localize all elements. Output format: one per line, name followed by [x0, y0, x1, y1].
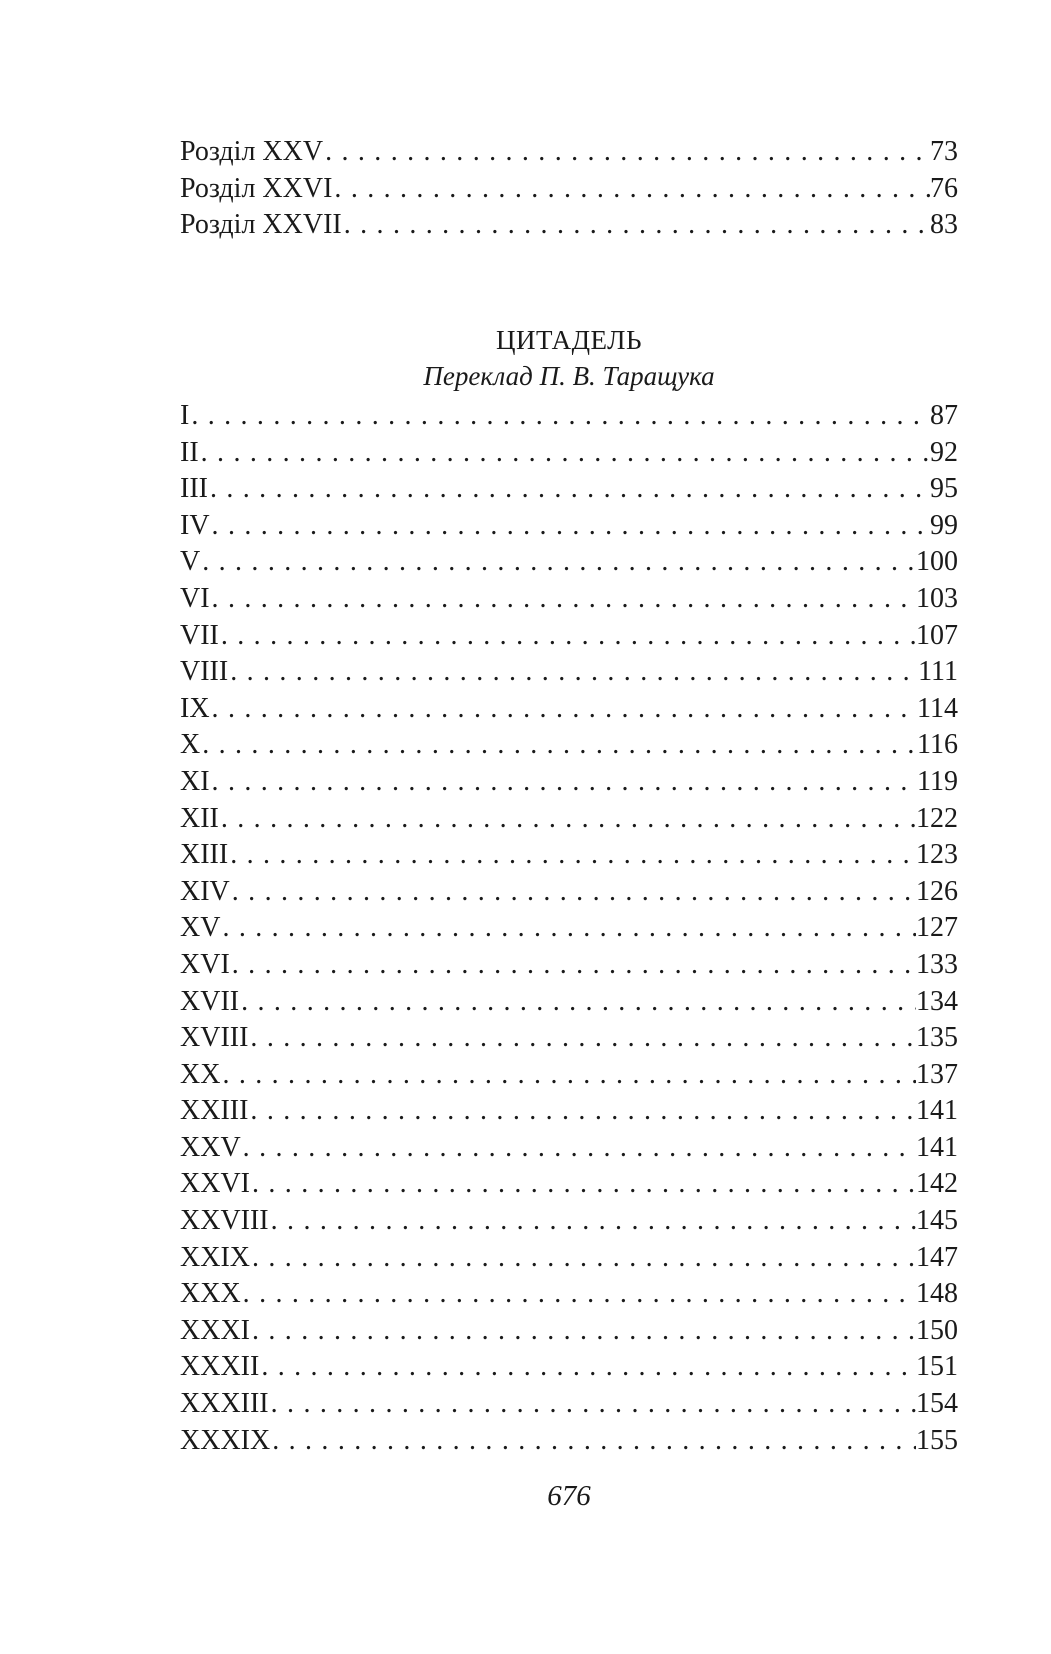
- dot-leader: [248, 1020, 916, 1057]
- toc-previous-section: [180, 134, 958, 244]
- toc-entry: [180, 1276, 958, 1313]
- toc-entry-page: 133: [916, 948, 958, 980]
- toc-entry-label: XXVI: [180, 1168, 250, 1200]
- book-page: [180, 0, 958, 1654]
- dot-leader: [220, 1057, 916, 1094]
- toc-entry: [180, 874, 958, 911]
- dot-leader: [230, 874, 916, 911]
- toc-entry: [180, 764, 958, 801]
- toc-entry-page: 141: [916, 1095, 958, 1127]
- dot-leader: [248, 1093, 916, 1130]
- dot-leader: [230, 947, 916, 984]
- toc-entry: [180, 691, 958, 728]
- toc-entry: [180, 508, 958, 545]
- toc-entry-label: XXVIII: [180, 1205, 269, 1237]
- dot-leader: [259, 1349, 916, 1386]
- toc-entry-label: IX: [180, 692, 210, 724]
- dot-leader: [241, 1276, 916, 1313]
- dot-leader: [323, 134, 930, 171]
- toc-entry-label: XXXI: [180, 1314, 250, 1346]
- toc-entry-label: VI: [180, 582, 210, 614]
- toc-entry-label: Розділ XXV: [180, 136, 324, 167]
- toc-entry: [180, 910, 958, 947]
- toc-entry-label: XXXIII: [180, 1388, 269, 1420]
- dot-leader: [250, 1166, 916, 1203]
- dot-leader: [239, 984, 916, 1021]
- section-title: ЦИТАДЕЛЬ: [495, 325, 642, 355]
- toc-entry-page: 126: [916, 875, 958, 907]
- toc-entry-page: 92: [930, 436, 958, 468]
- dot-leader: [228, 837, 916, 874]
- toc-entry: [180, 1423, 958, 1460]
- toc-entry-page: 141: [916, 1131, 958, 1163]
- dot-leader: [228, 654, 918, 691]
- toc-entry-page: 148: [916, 1278, 958, 1310]
- toc-entry-page: 76: [930, 172, 958, 204]
- toc-entry-page: 122: [916, 802, 958, 834]
- toc-entry-page: 119: [917, 765, 958, 797]
- dot-leader: [219, 801, 916, 838]
- dot-leader: [250, 1240, 916, 1277]
- toc-entry-page: 137: [916, 1058, 958, 1090]
- toc-entry-label: XVII: [180, 985, 240, 1017]
- toc-entry: [180, 654, 958, 691]
- dot-leader: [269, 1203, 916, 1240]
- dot-leader: [210, 691, 917, 728]
- toc-entry-label: XXX: [180, 1278, 241, 1310]
- toc-entry: [180, 435, 958, 472]
- toc-entry-label: III: [180, 473, 208, 505]
- dot-leader: [220, 910, 916, 947]
- toc-entry: [180, 134, 958, 171]
- dot-leader: [250, 1313, 916, 1350]
- toc-entry-page: 83: [930, 209, 958, 241]
- toc-entry-page: 99: [930, 509, 958, 541]
- toc-entry-page: 114: [917, 692, 958, 724]
- toc-entry: [180, 947, 958, 984]
- dot-leader: [241, 1130, 916, 1167]
- toc-entry: [180, 837, 958, 874]
- toc-entry-label: XX: [180, 1058, 221, 1090]
- toc-entry: [180, 984, 958, 1021]
- toc-entry-page: 73: [930, 136, 958, 167]
- toc-entry: [180, 207, 958, 244]
- toc-entry-label: V: [180, 546, 201, 578]
- toc-entry: [180, 544, 958, 581]
- dot-leader: [269, 1386, 916, 1423]
- toc-entry-page: 100: [916, 546, 958, 578]
- toc-entry: [180, 618, 958, 655]
- toc-entry-page: 155: [916, 1424, 958, 1456]
- toc-entry-label: XIII: [180, 839, 229, 871]
- section-subtitle: Переклад П. В. Таращука: [423, 361, 715, 391]
- toc-entry-label: XVIII: [180, 1022, 249, 1054]
- toc-entry-label: Розділ XXVII: [180, 209, 342, 241]
- toc-entry-page: 103: [916, 582, 958, 614]
- dot-leader: [210, 508, 930, 545]
- toc-entry-page: 150: [916, 1314, 958, 1346]
- toc-entry: [180, 1349, 958, 1386]
- toc-entry: [180, 801, 958, 838]
- toc-entry: [180, 581, 958, 618]
- dot-leader: [200, 727, 917, 764]
- toc-entry: [180, 1240, 958, 1277]
- toc-entry-label: XII: [180, 802, 219, 834]
- dot-leader: [332, 171, 930, 208]
- toc-entry-label: XI: [180, 765, 210, 797]
- dot-leader: [210, 764, 917, 801]
- toc-entry-page: 127: [916, 912, 958, 944]
- toc-entry-label: XV: [180, 912, 221, 944]
- toc-entry-page: 134: [916, 985, 958, 1017]
- toc-entry-label: Розділ XXVI: [180, 172, 333, 204]
- toc-entry-label: XXXII: [180, 1351, 260, 1383]
- toc-entry: [180, 1203, 958, 1240]
- toc-entry-page: 151: [916, 1351, 958, 1383]
- toc-entry-label: VII: [180, 619, 219, 651]
- dot-leader: [189, 398, 930, 435]
- toc-entry: [180, 171, 958, 208]
- toc-entry-page: 87: [930, 400, 958, 431]
- toc-entry: [180, 471, 958, 508]
- toc-entry: [180, 1166, 958, 1203]
- toc-entry-label: XXXIX: [180, 1424, 271, 1456]
- toc-entry: [180, 727, 958, 764]
- toc-entry-page: 107: [916, 619, 958, 651]
- toc-entry: [180, 398, 958, 435]
- toc-entry-label: XXIII: [180, 1095, 249, 1127]
- dot-leader: [210, 581, 916, 618]
- toc-entry-label: XXIX: [180, 1241, 250, 1273]
- dot-leader: [270, 1423, 916, 1460]
- dot-leader: [208, 471, 930, 508]
- toc-entry: [180, 1020, 958, 1057]
- toc-entry-page: 123: [916, 839, 958, 871]
- toc-entry-page: 116: [917, 729, 958, 761]
- toc-entry-page: 95: [930, 473, 958, 505]
- toc-citadel-section: [180, 398, 958, 1459]
- toc-entry: [180, 1313, 958, 1350]
- toc-entry-page: 111: [918, 656, 958, 688]
- toc-entry-label: VIII: [180, 656, 229, 688]
- page-number: 676: [547, 1480, 591, 1512]
- toc-entry-label: XXV: [180, 1131, 241, 1163]
- toc-entry: [180, 1057, 958, 1094]
- toc-entry: [180, 1130, 958, 1167]
- toc-entry-label: XIV: [180, 875, 230, 907]
- toc-entry-page: 154: [916, 1388, 958, 1420]
- toc-entry-page: 145: [916, 1205, 958, 1237]
- toc-entry-page: 135: [916, 1022, 958, 1054]
- toc-entry-label: II: [180, 436, 199, 468]
- toc-entry-page: 147: [916, 1241, 958, 1273]
- toc-entry: [180, 1093, 958, 1130]
- toc-entry: [180, 1386, 958, 1423]
- toc-entry-label: IV: [180, 509, 210, 541]
- toc-entry-label: I: [180, 400, 190, 431]
- toc-entry-label: XVI: [180, 948, 230, 980]
- toc-entry-page: 142: [916, 1168, 958, 1200]
- dot-leader: [199, 435, 930, 472]
- dot-leader: [342, 207, 930, 244]
- dot-leader: [200, 544, 916, 581]
- toc-entry-label: X: [180, 729, 201, 761]
- dot-leader: [219, 618, 916, 655]
